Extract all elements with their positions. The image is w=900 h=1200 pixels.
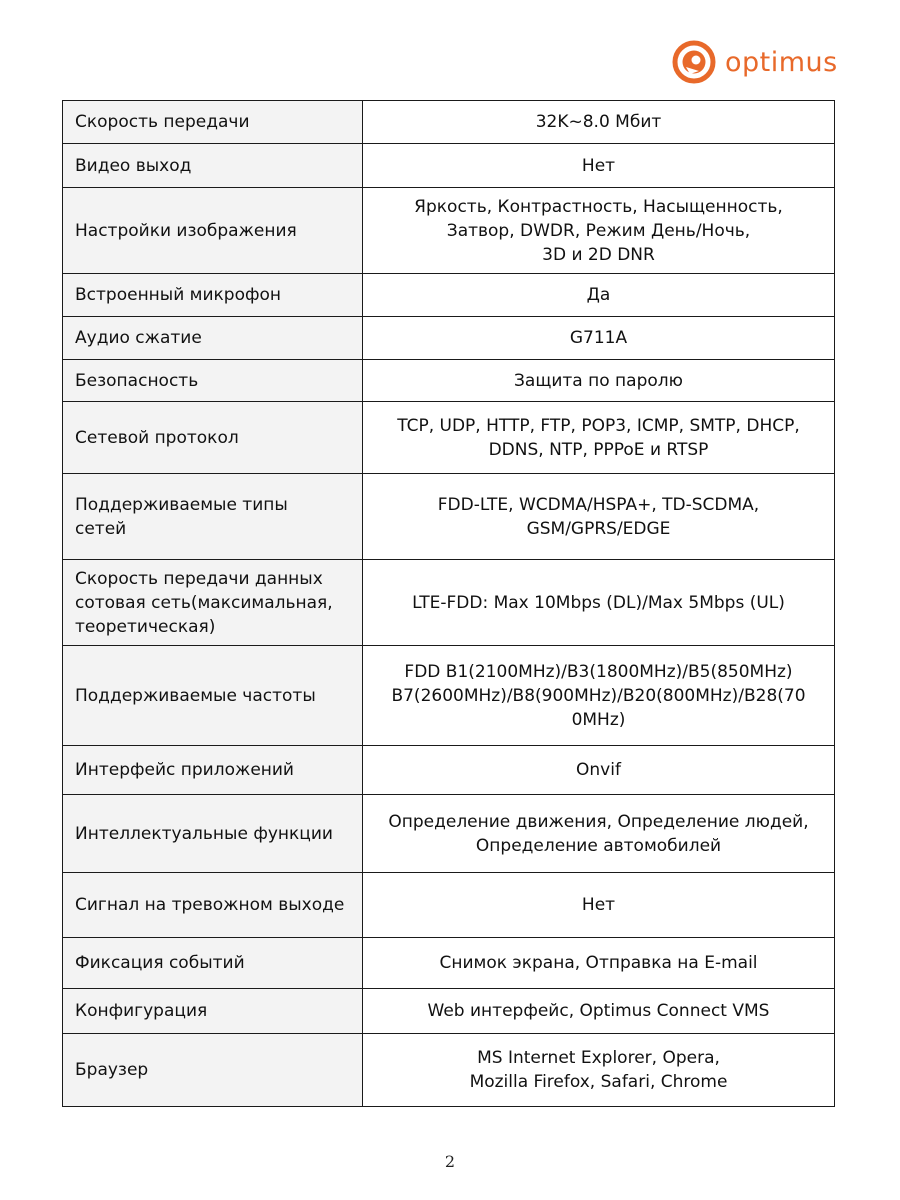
optimus-logo-icon: [672, 40, 716, 84]
table-row: [63, 101, 835, 144]
spec-label: Встроенный микрофон: [63, 274, 363, 317]
spec-label: Аудио сжатие: [63, 317, 363, 360]
table-row: [63, 989, 835, 1034]
spec-value: Да: [363, 274, 835, 317]
spec-label: Скорость передачи данных сотовая сеть(максимальная, теоретическая): [63, 560, 363, 646]
table-row: [63, 795, 835, 873]
spec-value: MS Internet Explorer, Opera, Mozilla Firefox, Safari, Chrome: [363, 1034, 835, 1107]
spec-value: 32K~8.0 Мбит: [363, 101, 835, 144]
table-row: [63, 938, 835, 989]
spec-label: Сигнал на тревожном выходе: [63, 873, 363, 938]
table-row: [63, 646, 835, 746]
spec-label: Браузер: [63, 1034, 363, 1107]
table-row: [63, 474, 835, 560]
brand-name: optimus: [725, 46, 838, 78]
spec-label: Поддерживаемые типы сетей: [63, 474, 363, 560]
spec-value: Web интерфейс, Optimus Connect VMS: [363, 989, 835, 1034]
spec-label: Конфигурация: [63, 989, 363, 1034]
table-row: [63, 360, 835, 402]
spec-value: TCP, UDP, HTTP, FTP, POP3, ICMP, SMTP, DHCP, DDNS, NTP, PPPoE и RTSP: [363, 402, 835, 474]
spec-label: Фиксация событий: [63, 938, 363, 989]
spec-label: Сетевой протокол: [63, 402, 363, 474]
spec-label: Видео выход: [63, 144, 363, 188]
table-row: [63, 317, 835, 360]
spec-value: Нет: [363, 873, 835, 938]
table-row: [63, 274, 835, 317]
table-row: [63, 1034, 835, 1107]
table-row: [63, 402, 835, 474]
spec-value: G711A: [363, 317, 835, 360]
spec-value: Определение движения, Определение людей, Определение автомобилей: [363, 795, 835, 873]
spec-value: Яркость, Контрастность, Насыщенность, Затвор, DWDR, Режим День/Ночь, 3D и 2D DNR: [363, 188, 835, 274]
specifications-table: [62, 100, 835, 1107]
spec-value: FDD B1(2100MHz)/B3(1800MHz)/B5(850MHz) B7(2600MHz)/B8(900MHz)/B20(800MHz)/B28(70 0MHz): [363, 646, 835, 746]
table-row: [63, 746, 835, 795]
spec-value: LTE-FDD: Max 10Mbps (DL)/Max 5Mbps (UL): [363, 560, 835, 646]
brand-logo: [672, 40, 838, 84]
spec-label: Поддерживаемые частоты: [63, 646, 363, 746]
spec-label: Скорость передачи: [63, 101, 363, 144]
page-number: 2: [444, 1152, 456, 1171]
spec-label: Настройки изображения: [63, 188, 363, 274]
table-row: [63, 144, 835, 188]
spec-value: Снимок экрана, Отправка на E-mail: [363, 938, 835, 989]
spec-label: Интерфейс приложений: [63, 746, 363, 795]
spec-value: Защита по паролю: [363, 360, 835, 402]
table-row: [63, 560, 835, 646]
table-row: [63, 188, 835, 274]
spec-value: FDD-LTE, WCDMA/HSPA+, TD-SCDMA, GSM/GPRS/EDGE: [363, 474, 835, 560]
table-row: [63, 873, 835, 938]
spec-value: Нет: [363, 144, 835, 188]
spec-label: Безопасность: [63, 360, 363, 402]
spec-label: Интеллектуальные функции: [63, 795, 363, 873]
spec-value: Onvif: [363, 746, 835, 795]
